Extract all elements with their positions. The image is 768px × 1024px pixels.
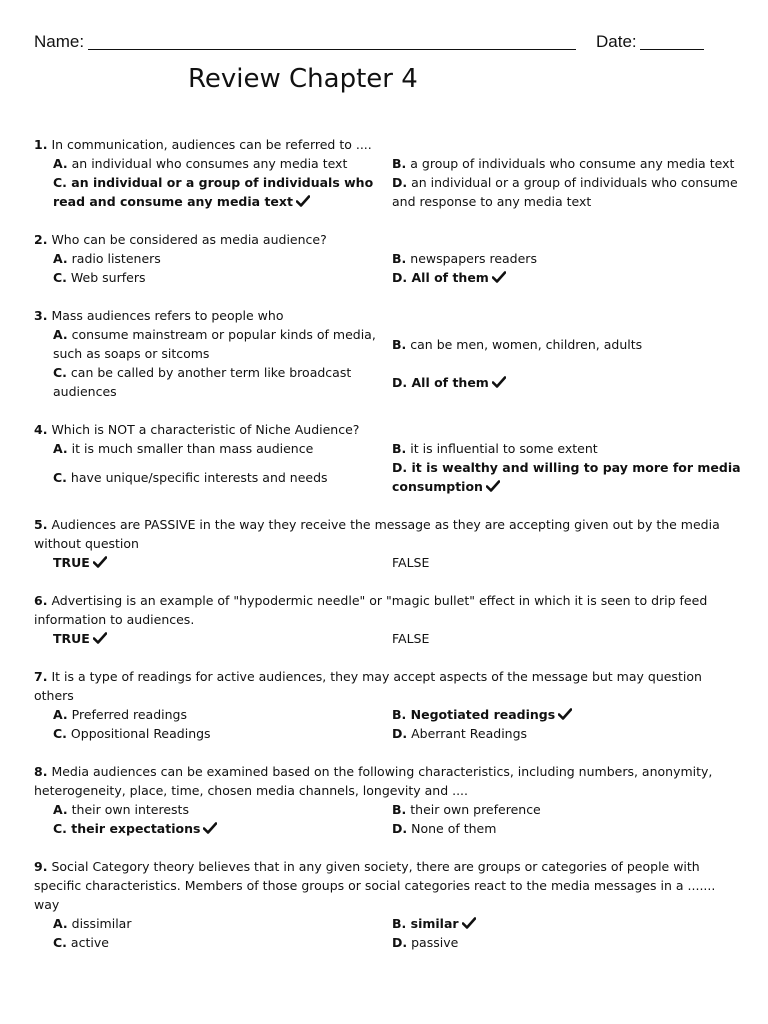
question-8 xyxy=(34,762,728,838)
option-letter: A. xyxy=(53,802,68,817)
checkmark-icon xyxy=(558,708,572,720)
answer-option[interactable] xyxy=(392,439,747,458)
question-prompt: Which is NOT a characteristic of Niche Audience? xyxy=(51,422,360,437)
answer-option[interactable] xyxy=(53,800,392,819)
option-text: Aberrant Readings xyxy=(411,726,528,741)
checkmark-icon xyxy=(93,556,107,568)
option-letter: B. xyxy=(392,336,407,352)
name-blank-line[interactable] xyxy=(88,49,576,50)
question-number: 1. xyxy=(34,137,48,152)
date-blank-line[interactable] xyxy=(640,49,704,50)
answer-options xyxy=(53,800,728,838)
option-letter: B. xyxy=(392,802,407,817)
answer-option[interactable] xyxy=(392,914,747,933)
question-number: 2. xyxy=(34,232,48,247)
answer-option[interactable] xyxy=(392,819,747,838)
question-prompt: Media audiences can be examined based on the following characteristics, including numbers, anonymity, heterogeneity, place, time, chosen media channels, longevity and .... xyxy=(34,764,713,798)
checkmark-icon xyxy=(462,917,476,929)
answer-option[interactable] xyxy=(53,933,392,952)
option-text: TRUE xyxy=(53,555,90,570)
option-text: their expectations xyxy=(71,821,201,836)
question-text xyxy=(34,135,728,154)
question-prompt: Mass audiences refers to people who xyxy=(51,308,284,323)
answer-option[interactable] xyxy=(392,249,747,268)
answer-options xyxy=(53,439,741,496)
question-number: 8. xyxy=(34,764,48,779)
option-text: can be men, women, children, adults xyxy=(410,336,643,352)
worksheet-header xyxy=(34,32,734,54)
question-3 xyxy=(34,306,728,401)
answer-option[interactable] xyxy=(53,553,392,572)
question-4 xyxy=(34,420,741,496)
answer-option[interactable] xyxy=(392,800,747,819)
answer-options xyxy=(53,553,728,572)
option-text: can be called by another term like broadcast audiences xyxy=(53,365,352,399)
question-text xyxy=(34,515,728,553)
page-title: Review Chapter 4 xyxy=(188,64,418,94)
answer-options xyxy=(53,249,728,287)
answer-option[interactable] xyxy=(53,629,392,648)
option-text: newspapers readers xyxy=(410,251,537,266)
question-list xyxy=(34,135,741,971)
answer-option[interactable] xyxy=(53,819,392,838)
option-letter: C. xyxy=(53,175,67,190)
answer-option[interactable] xyxy=(53,249,392,268)
checkmark-icon xyxy=(93,632,107,644)
question-prompt: In communication, audiences can be referred to .... xyxy=(51,137,372,152)
option-text: it is wealthy and willing to pay more for media consumption xyxy=(392,460,741,494)
question-text xyxy=(34,667,728,705)
answer-option[interactable] xyxy=(392,154,747,173)
answer-options xyxy=(53,154,738,211)
question-text xyxy=(34,591,728,629)
question-prompt: It is a type of readings for active audiences, they may accept aspects of the message but may question others xyxy=(34,669,702,703)
question-number: 9. xyxy=(34,859,48,874)
option-text: their own preference xyxy=(410,802,541,817)
option-letter: B. xyxy=(392,441,407,456)
answer-option[interactable] xyxy=(53,268,392,287)
question-1 xyxy=(34,135,738,211)
question-text xyxy=(34,857,728,914)
option-text: dissimilar xyxy=(71,916,132,931)
option-text: Oppositional Readings xyxy=(70,726,211,741)
option-text: passive xyxy=(411,935,459,950)
checkmark-icon xyxy=(296,195,310,207)
answer-option[interactable] xyxy=(53,705,392,724)
option-letter: B. xyxy=(392,156,407,171)
option-letter: C. xyxy=(53,469,67,485)
question-6 xyxy=(34,591,728,648)
option-letter: A. xyxy=(53,251,68,266)
option-letter: D. xyxy=(392,374,408,390)
option-text: TRUE xyxy=(53,631,90,646)
option-text: active xyxy=(70,935,109,950)
answer-options xyxy=(53,705,728,743)
answer-option[interactable] xyxy=(392,268,747,287)
option-letter: D. xyxy=(392,935,408,950)
option-letter: D. xyxy=(392,175,408,190)
option-text: have unique/specific interests and needs xyxy=(70,469,328,485)
option-letter: C. xyxy=(53,726,67,741)
option-letter: D. xyxy=(392,270,408,285)
option-text: it is influential to some extent xyxy=(410,441,598,456)
answer-options xyxy=(53,629,728,648)
option-text: a group of individuals who consume any media text xyxy=(410,156,735,171)
question-number: 7. xyxy=(34,669,48,684)
option-letter: C. xyxy=(53,270,67,285)
question-2 xyxy=(34,230,728,287)
option-letter: A. xyxy=(53,156,68,171)
option-text: radio listeners xyxy=(71,251,161,266)
question-5 xyxy=(34,515,728,572)
option-letter: D. xyxy=(392,726,408,741)
option-text: None of them xyxy=(411,821,497,836)
question-7 xyxy=(34,667,728,743)
answer-options xyxy=(53,325,728,401)
option-letter: C. xyxy=(53,935,67,950)
option-text: an individual or a group of individuals who read and consume any media text xyxy=(53,175,374,209)
question-number: 6. xyxy=(34,593,48,608)
option-text: All of them xyxy=(411,270,489,285)
option-text: Web surfers xyxy=(70,270,146,285)
question-text xyxy=(34,230,728,249)
answer-option[interactable] xyxy=(53,173,392,211)
question-prompt: Social Category theory believes that in any given society, there are groups or categories of people with specific characteristics. Members of those groups or social categories react to the media messages in a ....... way xyxy=(34,859,716,912)
answer-option[interactable] xyxy=(53,154,392,173)
question-prompt: Audiences are PASSIVE in the way they receive the message as they are accepting given out by the media without question xyxy=(34,517,720,551)
checkmark-icon xyxy=(203,822,217,834)
option-letter: D. xyxy=(392,821,408,836)
name-label: Name: xyxy=(34,32,85,51)
question-number: 5. xyxy=(34,517,48,532)
option-letter: C. xyxy=(53,821,67,836)
option-text: it is much smaller than mass audience xyxy=(71,441,314,456)
date-label: Date: xyxy=(596,32,637,51)
option-letter: A. xyxy=(53,916,68,931)
checkmark-icon xyxy=(492,376,506,388)
option-text: FALSE xyxy=(392,555,430,570)
option-letter: C. xyxy=(53,365,67,380)
option-letter: A. xyxy=(53,327,68,342)
question-prompt: Advertising is an example of "hypodermic needle" or "magic bullet" effect in which it is seen to drip feed information to audiences. xyxy=(34,593,708,627)
option-letter: B. xyxy=(392,707,407,722)
answer-option[interactable] xyxy=(392,335,747,354)
option-text: All of them xyxy=(411,374,489,390)
option-text: an individual or a group of individuals who consume and response to any media text xyxy=(392,175,738,209)
option-text: their own interests xyxy=(71,802,189,817)
option-text: an individual who consumes any media text xyxy=(71,156,348,171)
question-9 xyxy=(34,857,728,952)
question-number: 3. xyxy=(34,308,48,323)
option-text: consume mainstream or popular kinds of media, such as soaps or sitcoms xyxy=(53,327,376,361)
checkmark-icon xyxy=(486,480,500,492)
answer-option[interactable] xyxy=(53,914,392,933)
question-text xyxy=(34,306,728,325)
answer-option[interactable] xyxy=(392,724,747,743)
answer-option[interactable] xyxy=(392,173,747,211)
option-letter: B. xyxy=(392,916,407,931)
answer-option[interactable] xyxy=(392,933,747,952)
answer-option[interactable] xyxy=(53,439,392,458)
question-prompt: Who can be considered as media audience? xyxy=(51,232,327,247)
answer-option[interactable] xyxy=(53,363,392,401)
answer-option[interactable] xyxy=(53,468,392,487)
answer-option[interactable] xyxy=(392,553,747,572)
answer-option[interactable] xyxy=(392,373,747,392)
option-letter: B. xyxy=(392,251,407,266)
option-text: Preferred readings xyxy=(71,707,187,722)
option-letter: A. xyxy=(53,707,68,722)
answer-option[interactable] xyxy=(392,458,747,496)
answer-option[interactable] xyxy=(392,705,747,724)
question-text xyxy=(34,762,728,800)
option-letter: D. xyxy=(392,460,408,475)
option-text: FALSE xyxy=(392,631,430,646)
option-text: Negotiated readings xyxy=(410,707,556,722)
question-number: 4. xyxy=(34,422,48,437)
option-letter: A. xyxy=(53,441,68,456)
answer-option[interactable] xyxy=(53,325,392,363)
answer-option[interactable] xyxy=(53,724,392,743)
question-text xyxy=(34,420,728,439)
answer-option[interactable] xyxy=(392,629,747,648)
option-text: similar xyxy=(410,916,459,931)
answer-options xyxy=(53,914,728,952)
checkmark-icon xyxy=(492,271,506,283)
